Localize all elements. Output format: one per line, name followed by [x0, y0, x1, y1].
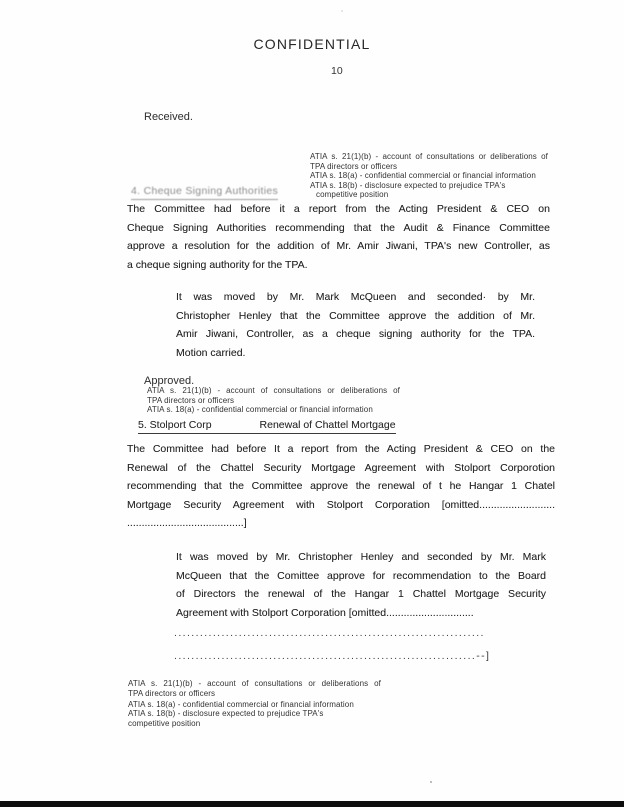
atia-line: ATIA s. 18(a) - confidential commercial or financial information	[147, 405, 373, 415]
paragraph-line: Agreement with Stolport Corporation [omitted..............................	[176, 606, 474, 619]
paragraph-line: Motion carried.	[176, 346, 246, 359]
atia-line: ATIA s. 21(1)(b) - account of consultations or deliberations of	[310, 152, 548, 161]
scan-speck	[430, 781, 432, 783]
approved-note: Approved.	[144, 375, 195, 387]
atia-line: ATIA s. 18(a) - confidential commercial or financial information	[128, 699, 354, 709]
atia-notice-middle	[147, 386, 400, 415]
paragraph-line: Christopher Henley that the Committee approve the addition of Mr.	[176, 309, 535, 322]
paragraph-line: Amir Jiwani, Controller, as a cheque signing authority for the TPA.	[176, 328, 535, 340]
atia-line: ATIA s. 18(b) - disclosure expected to prejudice TPA's	[128, 709, 324, 719]
atia-line: TPA directors or officers	[147, 395, 235, 405]
paragraph-line: The Committee had before it a report from the Acting President & CEO on	[127, 203, 550, 215]
section-4-heading: 4. Cheque Signing Authorities	[131, 185, 278, 200]
paragraph-line: approve a resolution for the addition of Mr. Amir Jiwani, TPA's new Controller, as	[127, 240, 550, 252]
paragraph-line: It was moved by Mr. Mark McQueen and seconded· by Mr.	[176, 291, 535, 303]
atia-line: ATIA s. 21(1)(b) - account of consultations or deliberations of	[128, 679, 381, 688]
paragraph-line: Renewal of the Chattel Security Mortgage Agreement with Stolport Corporotion	[127, 461, 555, 474]
paragraph-line: of Directors the renewal of the Hangar 1 Chattel Mortgage Security	[176, 588, 546, 600]
atia-line: ATIA s. 21(1)(b) - account of consultations or deliberations of	[147, 386, 400, 395]
bottom-scan-bar	[0, 801, 624, 807]
atia-line: ATIA s. 18(a) - confidential commercial or financial information	[310, 171, 536, 181]
page-number: 10	[331, 65, 343, 77]
section-5-motion	[176, 548, 546, 622]
section-5-heading-number: 5. Stolport Corp	[138, 419, 212, 431]
section-5-paragraph	[127, 440, 555, 533]
atia-line: competitive position	[128, 718, 201, 728]
paragraph-line: recommending that the Committee approve the renewal of t he Hangar 1 Chatel	[127, 480, 555, 492]
atia-line: TPA directors or officers	[128, 688, 216, 698]
section-5-heading-title: Renewal of Chattel Mortgage	[259, 419, 396, 431]
atia-line: competitive position	[316, 190, 389, 200]
received-note: Received.	[144, 111, 193, 123]
confidential-stamp: CONFIDENTIAL	[253, 36, 371, 52]
paragraph-line: Cheque Signing Authorities recommending that the Audit & Finance Committee	[127, 221, 550, 234]
omitted-dots-line-1: ........................................................................	[174, 627, 485, 639]
atia-notice-top	[310, 152, 548, 200]
paragraph-line: It was moved by Mr. Christopher Henley and seconded by Mr. Mark	[176, 551, 546, 563]
section-5-heading	[138, 419, 396, 434]
atia-line: TPA directors or officers	[310, 161, 398, 171]
paragraph-line: Mortgage Security Agreement with Stolport Corporation [omitted..........................	[127, 498, 555, 511]
atia-notice-bottom	[128, 679, 381, 728]
paragraph-line: ........................................]	[127, 517, 247, 529]
paragraph-line: McQueen that the Comittee approve for recommendation to the Board	[176, 569, 546, 582]
section-4-paragraph	[127, 200, 550, 274]
omitted-dots-line-2: ......................................................................--]	[174, 650, 491, 662]
atia-line: ATIA s. 18(b) - disclosure expected to prejudice TPA's	[310, 180, 506, 190]
section-4-motion	[176, 288, 535, 362]
scan-speck	[341, 10, 343, 12]
paragraph-line: a cheque signing authority for the TPA.	[127, 258, 308, 271]
paragraph-line: The Committee had before It a report from the Acting President & CEO on the	[127, 443, 555, 455]
